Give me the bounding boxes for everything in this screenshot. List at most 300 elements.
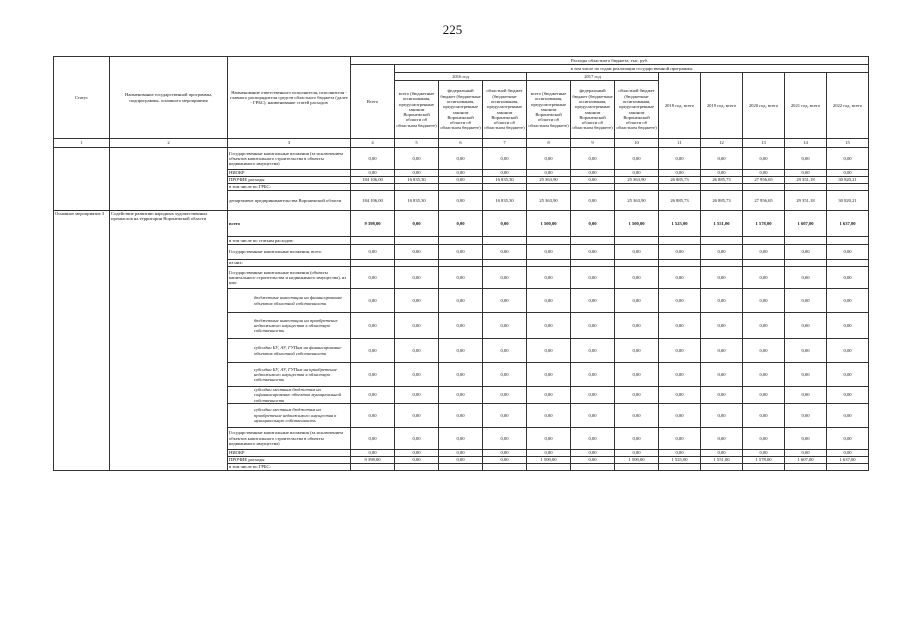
value-cell: 1 525,00 <box>659 456 701 463</box>
expense-label-cell: Государственные капитальные вложения (за исключением объектов капитального строительства в объекты недвижимого имущества) <box>228 148 351 170</box>
column-index-cell: 5 <box>395 139 439 148</box>
value-cell: 0,00 <box>827 170 869 177</box>
value-cell: 0,00 <box>659 403 701 427</box>
value-cell: 0,00 <box>743 339 785 363</box>
value-cell: 9 398,00 <box>351 456 395 463</box>
expense-label-cell: субсидии БУ, АУ, ГУПам на приобретение недвижимого имущества в областную собственность <box>228 363 351 387</box>
value-cell <box>571 463 615 470</box>
value-cell: 0,00 <box>615 170 659 177</box>
measure-row <box>54 211 869 237</box>
value-cell: 26 885,73 <box>701 191 743 211</box>
value-cell <box>785 237 827 245</box>
header-total: Всего <box>351 65 395 139</box>
value-cell: 0,00 <box>439 148 483 170</box>
value-cell: 0,00 <box>615 449 659 456</box>
value-cell: 0,00 <box>439 403 483 427</box>
column-index-cell: 3 <box>228 139 351 148</box>
value-cell: 0,00 <box>395 267 439 289</box>
value-cell: 0,00 <box>827 245 869 260</box>
value-cell: 16 835,30 <box>483 191 527 211</box>
measure-status-cell: Основное мероприятие 3 <box>54 211 110 471</box>
value-cell: 0,00 <box>439 449 483 456</box>
value-cell <box>395 237 439 245</box>
value-cell: 0,00 <box>743 267 785 289</box>
value-cell: 0,00 <box>615 289 659 313</box>
value-cell: 0,00 <box>351 148 395 170</box>
value-cell: 0,00 <box>571 387 615 404</box>
value-cell: 0,00 <box>483 245 527 260</box>
value-cell: 0,00 <box>785 289 827 313</box>
measure-value-cell: 1 500,00 <box>527 211 571 237</box>
value-cell: 0,00 <box>659 363 701 387</box>
value-cell: 0,00 <box>439 427 483 449</box>
value-cell: 0,00 <box>395 363 439 387</box>
expense-label-cell: бюджетные инвестиции на финансирование объектов областной собственности <box>228 289 351 313</box>
value-cell <box>743 237 785 245</box>
measure-value-cell: 9 398,00 <box>351 211 395 237</box>
value-cell: 1 551,00 <box>701 456 743 463</box>
value-cell: 1 578,00 <box>743 456 785 463</box>
value-cell: 0,00 <box>827 339 869 363</box>
column-index-cell: 14 <box>785 139 827 148</box>
measure-value-cell: 0,00 <box>483 211 527 237</box>
value-cell <box>439 237 483 245</box>
value-cell <box>659 184 701 191</box>
value-cell <box>527 463 571 470</box>
measure-value-cell: 1 578,00 <box>743 211 785 237</box>
value-cell: 0,00 <box>395 313 439 339</box>
value-cell <box>351 260 395 267</box>
value-cell: 0,00 <box>351 245 395 260</box>
expense-label-cell: Государственные капитальные вложения (за исключением объектов капитального строительства в объекты недвижимого имущества) <box>228 427 351 449</box>
value-cell <box>659 463 701 470</box>
value-cell: 0,00 <box>439 363 483 387</box>
value-cell: 0,00 <box>743 289 785 313</box>
value-cell: 0,00 <box>659 339 701 363</box>
value-cell: 0,00 <box>659 170 701 177</box>
value-cell: 0,00 <box>615 387 659 404</box>
value-cell: 0,00 <box>701 170 743 177</box>
value-cell: 0,00 <box>439 170 483 177</box>
expense-label-cell: в том числе по ГРБС: <box>228 184 351 191</box>
expense-label-cell: субсидии БУ, АУ, ГУПам на финансирование объектов областной собственности <box>228 339 351 363</box>
value-cell: 0,00 <box>615 245 659 260</box>
page-number: 225 <box>442 22 463 37</box>
column-index-cell: 12 <box>701 139 743 148</box>
header-2017-regional: областной бюджет (бюджетные ассигнования, предусмотренные законом Воронежской области об областном бюджете) <box>615 81 659 139</box>
value-cell: 0,00 <box>701 148 743 170</box>
value-cell: 0,00 <box>527 148 571 170</box>
value-cell: 27 956,65 <box>743 191 785 211</box>
value-cell: 0,00 <box>785 313 827 339</box>
value-cell: 0,00 <box>527 289 571 313</box>
value-cell <box>395 260 439 267</box>
value-cell: 0,00 <box>395 403 439 427</box>
value-cell: 0,00 <box>615 363 659 387</box>
value-cell: 0,00 <box>743 245 785 260</box>
value-cell: 0,00 <box>827 289 869 313</box>
value-cell <box>785 184 827 191</box>
expense-label-cell: из них: <box>228 260 351 267</box>
value-cell: 0,00 <box>571 313 615 339</box>
value-cell: 0,00 <box>571 148 615 170</box>
header-year-2020: 2020 год, всего <box>743 73 785 139</box>
value-cell <box>827 463 869 470</box>
value-cell: 1 637,00 <box>827 456 869 463</box>
expense-label-cell: департамент предпринимательства Воронежской области <box>228 191 351 211</box>
value-cell <box>785 463 827 470</box>
value-cell: 0,00 <box>659 289 701 313</box>
value-cell <box>527 184 571 191</box>
value-cell <box>615 260 659 267</box>
column-index-cell: 15 <box>827 139 869 148</box>
value-cell: 0,00 <box>483 267 527 289</box>
measure-value-cell: 0,00 <box>571 211 615 237</box>
value-cell: 0,00 <box>615 339 659 363</box>
value-cell: 0,00 <box>615 427 659 449</box>
value-cell: 0,00 <box>659 387 701 404</box>
value-cell: 0,00 <box>659 427 701 449</box>
value-cell: 0,00 <box>571 267 615 289</box>
column-index-cell: 11 <box>659 139 701 148</box>
value-cell <box>743 463 785 470</box>
column-index-cell: 13 <box>743 139 785 148</box>
value-cell: 0,00 <box>701 289 743 313</box>
value-cell <box>701 463 743 470</box>
value-cell: 0,00 <box>701 267 743 289</box>
value-cell: 0,00 <box>527 449 571 456</box>
header-2017-total: всего (бюджетные ассигнования, предусмотренные законом Воронежской области об областном бюджете) <box>527 81 571 139</box>
expense-label-cell: в том числе по ГРБС: <box>228 463 351 470</box>
value-cell: 0,00 <box>351 449 395 456</box>
value-cell: 0,00 <box>351 289 395 313</box>
value-cell <box>701 184 743 191</box>
value-cell: 0,00 <box>659 245 701 260</box>
value-cell: 0,00 <box>527 170 571 177</box>
value-cell: 0,00 <box>351 267 395 289</box>
header-expenses-top: Расходы областного бюджета, тыс. руб. <box>351 57 869 65</box>
value-cell <box>527 237 571 245</box>
value-cell: 0,00 <box>439 289 483 313</box>
expense-label-cell: НИОКР <box>228 170 351 177</box>
value-cell <box>483 260 527 267</box>
value-cell: 0,00 <box>395 456 439 463</box>
value-cell: 0,00 <box>483 427 527 449</box>
value-cell: 1 500,00 <box>527 456 571 463</box>
measure-label-cell: всего <box>228 211 351 237</box>
value-cell <box>571 184 615 191</box>
header-2016-federal: федеральный бюджет (бюджетные ассигнования, предусмотренные законом Воронежской области об областном бюджете) <box>439 81 483 139</box>
value-cell: 0,00 <box>395 427 439 449</box>
expense-label-cell: Государственные капитальные вложения, всего <box>228 245 351 260</box>
value-cell <box>483 237 527 245</box>
value-cell: 0,00 <box>351 170 395 177</box>
value-cell: 0,00 <box>827 427 869 449</box>
header-program-name: Наименование государственной программы, подпрограммы, основного мероприятия <box>110 57 228 139</box>
value-cell: 30 820,21 <box>827 177 869 184</box>
value-cell: 29 351,18 <box>785 191 827 211</box>
value-cell <box>439 260 483 267</box>
value-cell: 0,00 <box>527 339 571 363</box>
value-cell: 0,00 <box>395 170 439 177</box>
value-cell: 26 885,73 <box>701 177 743 184</box>
value-cell: 0,00 <box>743 449 785 456</box>
value-cell: 0,00 <box>351 363 395 387</box>
header-year-2017: 2017 год <box>527 73 659 81</box>
table-body-bottom <box>54 211 869 471</box>
value-cell <box>439 184 483 191</box>
budget-table-container <box>53 56 868 471</box>
value-cell: 0,00 <box>483 289 527 313</box>
header-year-2018: 2018 год, всего <box>659 73 701 139</box>
value-cell: 0,00 <box>527 245 571 260</box>
value-cell <box>743 260 785 267</box>
value-cell: 0,00 <box>615 403 659 427</box>
value-cell: 0,00 <box>615 148 659 170</box>
value-cell: 25 363,90 <box>615 191 659 211</box>
value-cell: 1 500,00 <box>615 456 659 463</box>
value-cell: 0,00 <box>701 403 743 427</box>
value-cell: 0,00 <box>439 245 483 260</box>
value-cell: 0,00 <box>743 148 785 170</box>
value-cell: 0,00 <box>827 403 869 427</box>
value-cell: 0,00 <box>701 339 743 363</box>
expense-label-cell: ПРОЧИЕ расходы <box>228 177 351 184</box>
value-cell: 0,00 <box>439 313 483 339</box>
value-cell: 0,00 <box>615 313 659 339</box>
value-cell: 0,00 <box>785 339 827 363</box>
value-cell: 0,00 <box>439 191 483 211</box>
value-cell: 0,00 <box>785 449 827 456</box>
expense-label-cell: ПРОЧИЕ расходы <box>228 456 351 463</box>
value-cell: 0,00 <box>571 339 615 363</box>
value-cell <box>827 260 869 267</box>
value-cell: 30 820,21 <box>827 191 869 211</box>
header-executor: Наименование ответственного исполнителя, исполнителя - главного распорядителя средств областного бюджета (далее - ГРБС), наименование статей расходов <box>228 57 351 139</box>
value-cell: 0,00 <box>785 170 827 177</box>
value-cell: 0,00 <box>785 363 827 387</box>
value-cell <box>785 260 827 267</box>
value-cell: 0,00 <box>743 403 785 427</box>
value-cell: 0,00 <box>351 313 395 339</box>
column-index-cell: 1 <box>54 139 110 148</box>
value-cell: 0,00 <box>827 387 869 404</box>
value-cell: 0,00 <box>571 456 615 463</box>
value-cell: 0,00 <box>483 363 527 387</box>
value-cell: 184 106,00 <box>351 177 395 184</box>
value-cell <box>743 184 785 191</box>
value-cell: 0,00 <box>785 148 827 170</box>
value-cell: 0,00 <box>395 289 439 313</box>
value-cell: 0,00 <box>483 387 527 404</box>
value-cell <box>395 184 439 191</box>
measure-value-cell: 1 607,00 <box>785 211 827 237</box>
value-cell <box>483 463 527 470</box>
value-cell: 0,00 <box>571 363 615 387</box>
value-cell <box>571 237 615 245</box>
value-cell: 0,00 <box>701 363 743 387</box>
value-cell: 0,00 <box>571 177 615 184</box>
expense-label-cell: субсидии местным бюджетам на софинансирование объектов муниципальной собственности <box>228 387 351 404</box>
value-cell: 0,00 <box>527 313 571 339</box>
value-cell: 0,00 <box>527 387 571 404</box>
value-cell: 0,00 <box>439 267 483 289</box>
measure-name-cell: Содействие развитию народных художественных промыслов на территории Воронежской области <box>110 211 228 471</box>
expense-label-cell: субсидии местным бюджетам на приобретение недвижимого имущества в муниципальную собственность <box>228 403 351 427</box>
value-cell: 27 956,65 <box>743 177 785 184</box>
value-cell: 0,00 <box>701 245 743 260</box>
value-cell: 0,00 <box>483 339 527 363</box>
value-cell: 0,00 <box>571 427 615 449</box>
measure-value-cell: 1 500,00 <box>615 211 659 237</box>
value-cell <box>615 184 659 191</box>
value-cell: 0,00 <box>483 403 527 427</box>
value-cell <box>571 260 615 267</box>
value-cell: 0,00 <box>395 387 439 404</box>
value-cell: 29 351,18 <box>785 177 827 184</box>
measure-value-cell: 1 525,00 <box>659 211 701 237</box>
column-index-cell: 8 <box>527 139 571 148</box>
expense-label-cell: бюджетные инвестиции на приобретение недвижимого имущества в областную собственность <box>228 313 351 339</box>
value-cell: 0,00 <box>701 449 743 456</box>
value-cell: 0,00 <box>527 403 571 427</box>
value-cell <box>659 237 701 245</box>
value-cell: 0,00 <box>483 313 527 339</box>
value-cell: 0,00 <box>827 363 869 387</box>
measure-value-cell: 0,00 <box>395 211 439 237</box>
value-cell <box>615 237 659 245</box>
value-cell: 0,00 <box>785 427 827 449</box>
value-cell <box>827 237 869 245</box>
value-cell <box>701 260 743 267</box>
value-cell: 0,00 <box>827 313 869 339</box>
value-cell: 0,00 <box>785 267 827 289</box>
value-cell <box>351 463 395 470</box>
value-cell: 0,00 <box>743 387 785 404</box>
value-cell: 1 607,00 <box>785 456 827 463</box>
value-cell: 0,00 <box>483 449 527 456</box>
value-cell: 25 363,90 <box>527 191 571 211</box>
value-cell: 26 885,73 <box>659 177 701 184</box>
value-cell: 0,00 <box>571 170 615 177</box>
program-name-cell <box>110 148 228 211</box>
value-cell: 0,00 <box>571 191 615 211</box>
value-cell: 0,00 <box>827 267 869 289</box>
value-cell: 0,00 <box>743 363 785 387</box>
value-cell: 0,00 <box>351 403 395 427</box>
value-cell: 0,00 <box>571 289 615 313</box>
column-index-row <box>54 139 869 148</box>
value-cell: 0,00 <box>527 363 571 387</box>
header-year-2019: 2019 год, всего <box>701 73 743 139</box>
value-cell: 0,00 <box>659 313 701 339</box>
value-cell <box>701 237 743 245</box>
column-index-cell: 2 <box>110 139 228 148</box>
value-cell: 0,00 <box>743 170 785 177</box>
header-year-2022: 2022 год, всего <box>827 73 869 139</box>
budget-table <box>53 56 869 471</box>
column-index-cell: 4 <box>351 139 395 148</box>
value-cell: 0,00 <box>439 339 483 363</box>
header-2017-federal: федеральный бюджет (бюджетные ассигнования, предусмотренные законом Воронежской области об областном бюджете) <box>571 81 615 139</box>
value-cell <box>659 260 701 267</box>
value-cell <box>527 260 571 267</box>
value-cell: 0,00 <box>439 177 483 184</box>
column-index-cell: 10 <box>615 139 659 148</box>
value-cell <box>439 463 483 470</box>
value-cell: 0,00 <box>785 245 827 260</box>
expense-label-cell: в том числе по статьям расходов: <box>228 237 351 245</box>
value-cell <box>351 237 395 245</box>
value-cell: 0,00 <box>659 148 701 170</box>
value-cell: 0,00 <box>351 387 395 404</box>
value-cell: 184 106,00 <box>351 191 395 211</box>
expense-label-cell: НИОКР <box>228 449 351 456</box>
value-cell: 0,00 <box>395 449 439 456</box>
value-cell: 0,00 <box>571 403 615 427</box>
header-year-2016: 2016 год <box>395 73 527 81</box>
value-cell: 26 885,73 <box>659 191 701 211</box>
value-cell <box>351 184 395 191</box>
value-cell: 0,00 <box>615 267 659 289</box>
value-cell: 0,00 <box>827 449 869 456</box>
value-cell: 0,00 <box>527 267 571 289</box>
column-index-cell: 6 <box>439 139 483 148</box>
value-cell: 0,00 <box>701 387 743 404</box>
value-cell: 0,00 <box>483 456 527 463</box>
measure-value-cell: 0,00 <box>439 211 483 237</box>
value-cell: 0,00 <box>785 387 827 404</box>
measure-value-cell: 1 637,00 <box>827 211 869 237</box>
value-cell: 0,00 <box>571 245 615 260</box>
value-cell: 0,00 <box>351 427 395 449</box>
value-cell <box>827 184 869 191</box>
header-status: Статус <box>54 57 110 139</box>
value-cell: 0,00 <box>659 267 701 289</box>
value-cell: 0,00 <box>659 449 701 456</box>
value-cell: 0,00 <box>483 148 527 170</box>
status-cell <box>54 148 110 211</box>
value-cell <box>395 463 439 470</box>
value-cell: 0,00 <box>701 427 743 449</box>
value-cell: 16 835,30 <box>395 177 439 184</box>
column-index-cell: 9 <box>571 139 615 148</box>
value-cell: 16 835,30 <box>483 177 527 184</box>
value-cell: 0,00 <box>701 313 743 339</box>
header-including-top: в том числе по годам реализации государственной программы <box>395 65 869 73</box>
value-cell: 0,00 <box>527 427 571 449</box>
measure-value-cell: 1 551,00 <box>701 211 743 237</box>
value-cell: 0,00 <box>395 148 439 170</box>
value-cell: 25 363,90 <box>527 177 571 184</box>
value-cell: 0,00 <box>439 387 483 404</box>
value-cell: 0,00 <box>743 427 785 449</box>
value-cell <box>483 184 527 191</box>
value-cell: 0,00 <box>351 339 395 363</box>
value-cell <box>615 463 659 470</box>
value-cell: 0,00 <box>571 449 615 456</box>
table-body-top <box>54 148 869 211</box>
header-2016-total: всего (бюджетные ассигнования, предусмотренные законом Воронежской области об областном бюджете) <box>395 81 439 139</box>
value-cell: 16 835,30 <box>395 191 439 211</box>
value-cell: 25 363,90 <box>615 177 659 184</box>
value-cell: 0,00 <box>483 170 527 177</box>
table-row <box>54 148 869 170</box>
expense-label-cell: Государственные капитальные вложения (объекты капитального строительства и недвижимого имущества), из них: <box>228 267 351 289</box>
header-year-2021: 2021 год, всего <box>785 73 827 139</box>
value-cell: 0,00 <box>395 339 439 363</box>
value-cell: 0,00 <box>785 403 827 427</box>
